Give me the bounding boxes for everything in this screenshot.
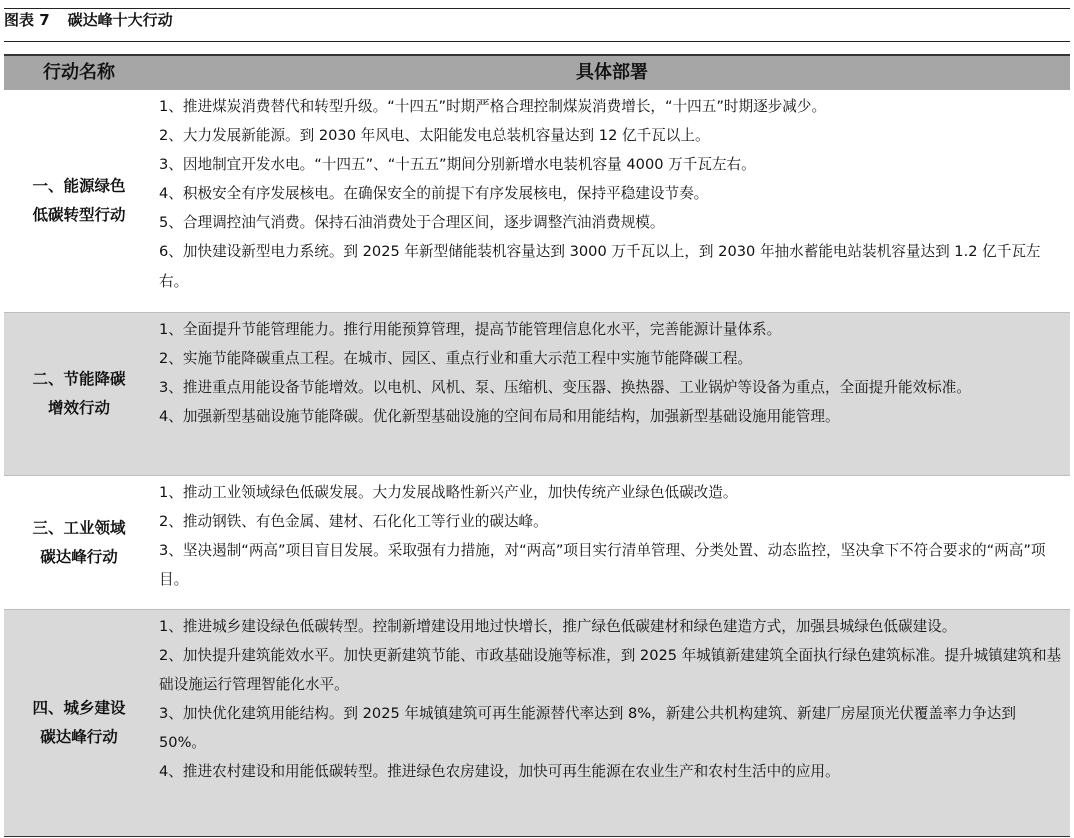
- action-name-line: 二、节能降碳: [32, 370, 126, 388]
- caption-bottom-rule: [4, 41, 1070, 42]
- deployment-item: 2、大力发展新能源。到 2030 年风电、太阳能发电总装机容量达到 12 亿千瓦以上。: [159, 127, 710, 145]
- action-name-line: 增效行动: [47, 399, 110, 417]
- action-name-cell: [4, 610, 154, 836]
- deployment-cell: [154, 90, 1070, 312]
- action-name-line: 一、能源绿色: [32, 177, 126, 195]
- deployment-item: 4、推进农村建设和用能低碳转型。推进绿色农房建设，加快可再生能源在农业生产和农村生活中的应用。: [159, 763, 840, 781]
- deployment-item: 4、加强新型基础设施节能降碳。优化新型基础设施的空间布局和用能结构，加强新型基础设施用能管理。: [159, 408, 840, 426]
- deployment-item: 3、坚决遏制“两高”项目盲目发展。采取强有力措施，对“两高”项目实行清单管理、分类处置、动态监控，坚决拿下不符合要求的“两高”项目。: [159, 542, 1046, 589]
- action-name-line: 三、工业领域: [32, 518, 126, 537]
- table-row-group: [4, 313, 1070, 476]
- deployment-cell: [154, 610, 1070, 836]
- action-name-line: 碳达峰行动: [40, 728, 118, 746]
- deployment-item: 1、推动工业领域绿色低碳发展。大力发展战略性新兴产业，加快传统产业绿色低碳改造。: [159, 484, 738, 501]
- deployment-item: 6、加快建设新型电力系统。到 2025 年新型储能装机容量达到 3000 万千瓦以上，到 2030 年抽水蓄能电站装机容量达到 1.2 亿千瓦左右。: [159, 243, 1041, 290]
- table-row-group: [4, 476, 1070, 610]
- deployment-item: 1、推进城乡建设绿色低碳转型。控制新增建设用地过快增长，推广绿色低碳建材和绿色建造方式，加强县城绿色低碳建设。: [159, 618, 957, 635]
- action-name-cell: [4, 476, 154, 609]
- table-header: [4, 54, 1070, 90]
- deployment-item: 2、实施节能降碳重点工程。在城市、园区、重点行业和重大示范工程中实施节能降碳工程。: [159, 350, 753, 368]
- deployment-item: 3、因地制宜开发水电。“十四五”、“十五五”期间分别新增水电装机容量 4000 万千瓦左右。: [159, 156, 756, 174]
- deployment-item: 2、推动钢铁、有色金属、建材、石化化工等行业的碳达峰。: [159, 513, 548, 531]
- deployment-item: 1、推进煤炭消费替代和转型升级。“十四五”时期严格合理控制煤炭消费增长，“十四五”时期逐步减少。: [159, 98, 827, 115]
- action-name-cell: [4, 90, 154, 312]
- table-body: [4, 90, 1070, 836]
- action-name-cell: [4, 313, 154, 475]
- action-name-line: 碳达峰行动: [40, 547, 118, 566]
- action-name-line: 低碳转型行动: [32, 206, 126, 224]
- deployment-item: 3、加快优化建筑用能结构。到 2025 年城镇建筑可再生能源替代率达到 8%，新建公共机构建筑、新建厂房屋顶光伏覆盖率力争达到 50%。: [159, 705, 1016, 752]
- caption-top-rule: [4, 8, 1070, 9]
- deployment-item: 3、推进重点用能设备节能增效。以电机、风机、泵、压缩机、变压器、换热器、工业锅炉等设备为重点，全面提升能效标准。: [159, 379, 971, 397]
- deployment-item: 1、全面提升节能管理能力。推行用能预算管理，提高节能管理信息化水平，完善能源计量体系。: [159, 321, 782, 338]
- deployment-item: 4、积极安全有序发展核电。在确保安全的前提下有序发展核电，保持平稳建设节奏。: [159, 185, 709, 203]
- deployment-cell: [154, 476, 1070, 609]
- deployment-item: 5、合理调控油气消费。保持石油消费处于合理区间，逐步调整汽油消费规模。: [159, 214, 665, 232]
- table-row-group: [4, 610, 1070, 836]
- caption-number: 图表 7: [4, 11, 50, 29]
- deployment-cell: [154, 313, 1070, 475]
- action-name-line: 四、城乡建设: [32, 699, 126, 717]
- caption-title: 碳达峰十大行动: [67, 11, 173, 29]
- table-caption: [4, 11, 1070, 29]
- header-action-name: 行动名称: [43, 62, 115, 83]
- header-deployment: 具体部署: [576, 62, 648, 83]
- table-bottom-rule: [4, 836, 1070, 837]
- table-row-group: [4, 90, 1070, 313]
- deployment-item: 2、加快提升建筑能效水平。加快更新建筑节能、市政基础设施等标准，到 2025 年城镇新建建筑全面执行绿色建筑标准。提升城镇建筑和基础设施运行管理智能化水平。: [159, 647, 1062, 694]
